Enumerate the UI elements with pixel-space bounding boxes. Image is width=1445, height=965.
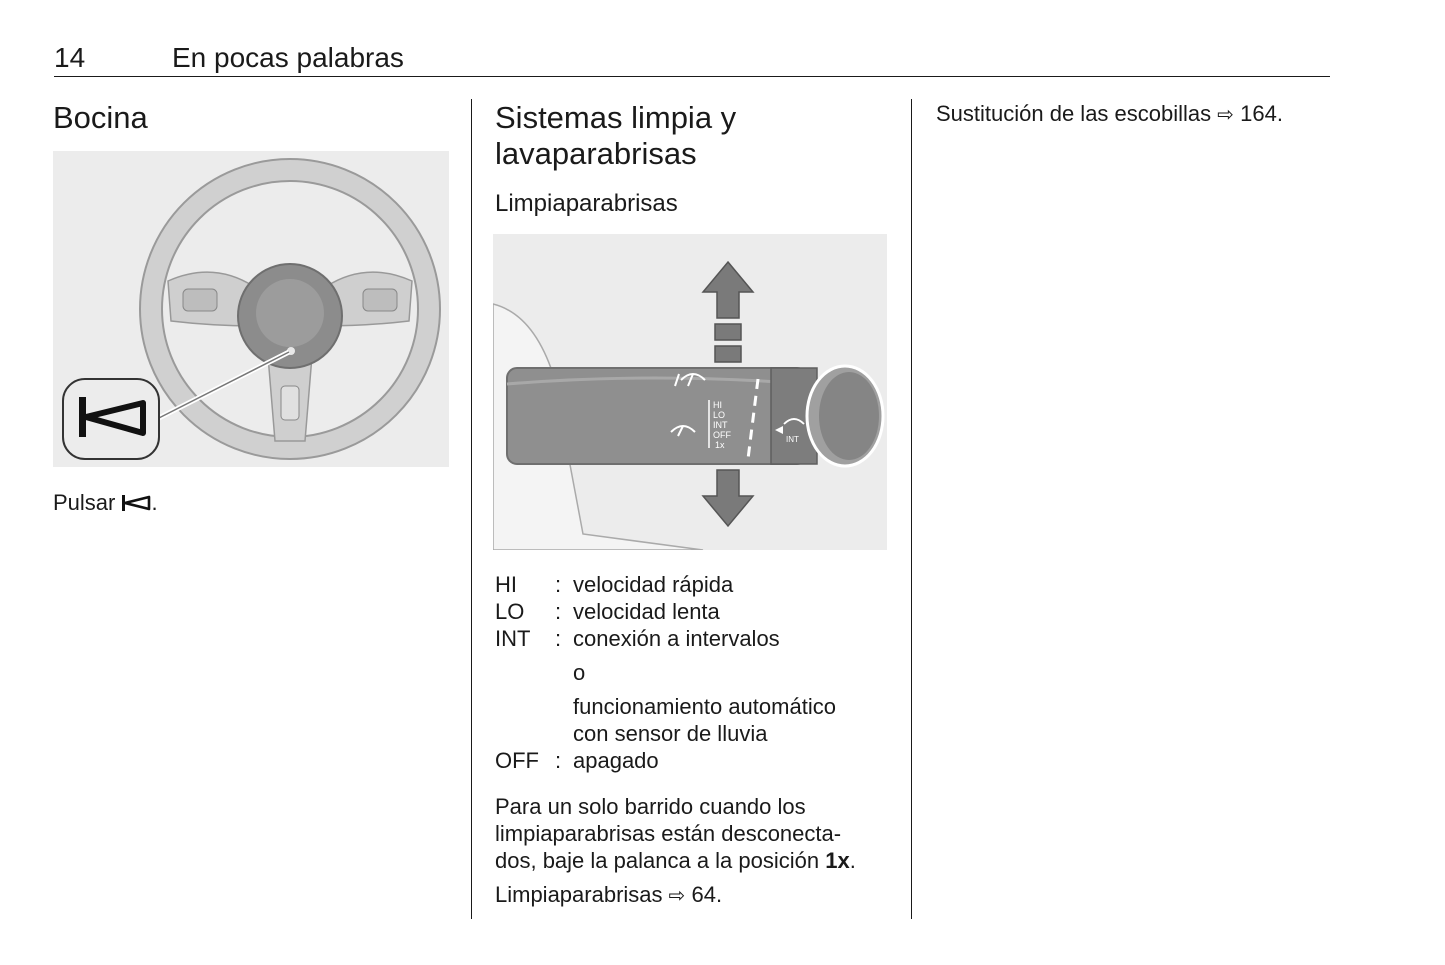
lever-label-lo: LO — [713, 410, 726, 420]
blade-replacement-reference: Sustitución de las escobillas ⇨ 164. — [936, 101, 1283, 126]
page-number: 14 — [54, 42, 86, 73]
chapter-title: En pocas palabras — [172, 42, 404, 73]
lever-label-hi: HI — [713, 400, 722, 410]
page-header — [54, 40, 1330, 77]
section-title-wiper-systems: Sistemas limpia y lavaparabrisas — [495, 100, 737, 171]
lever-label-1x: 1x — [715, 440, 725, 450]
wipers-reference: Limpiaparabrisas ⇨ 64. — [495, 882, 723, 907]
subsection-title-wipers: Limpiaparabrisas — [495, 190, 678, 217]
page-reference-arrow-icon: ⇨ — [668, 885, 686, 907]
lever-label-int: INT — [713, 420, 728, 430]
single-wipe-paragraph: Para un solo barrido cuando los limpiaparabrisas están desconecta- dos, baje la palanca a la posición 1x. — [495, 794, 856, 873]
horn-icon — [121, 494, 151, 512]
horn-instruction: Pulsar . — [53, 490, 158, 515]
knob-label-int: INT — [786, 435, 799, 444]
wipers-reference-link[interactable]: Limpiaparabrisas — [495, 882, 663, 907]
blade-replacement-link[interactable]: Sustitución de las escobillas — [936, 101, 1212, 126]
arrow-down-icon — [703, 470, 753, 526]
wiper-lever-illustration — [493, 234, 887, 550]
column-divider-left — [471, 99, 472, 919]
section-title-bocina: Bocina — [53, 100, 148, 135]
steering-wheel-illustration — [53, 151, 449, 467]
lever-label-off: OFF — [713, 430, 731, 440]
page-reference-arrow-icon: ⇨ — [1217, 104, 1235, 126]
arrow-up-icon — [703, 262, 753, 362]
column-divider-right — [911, 99, 912, 919]
